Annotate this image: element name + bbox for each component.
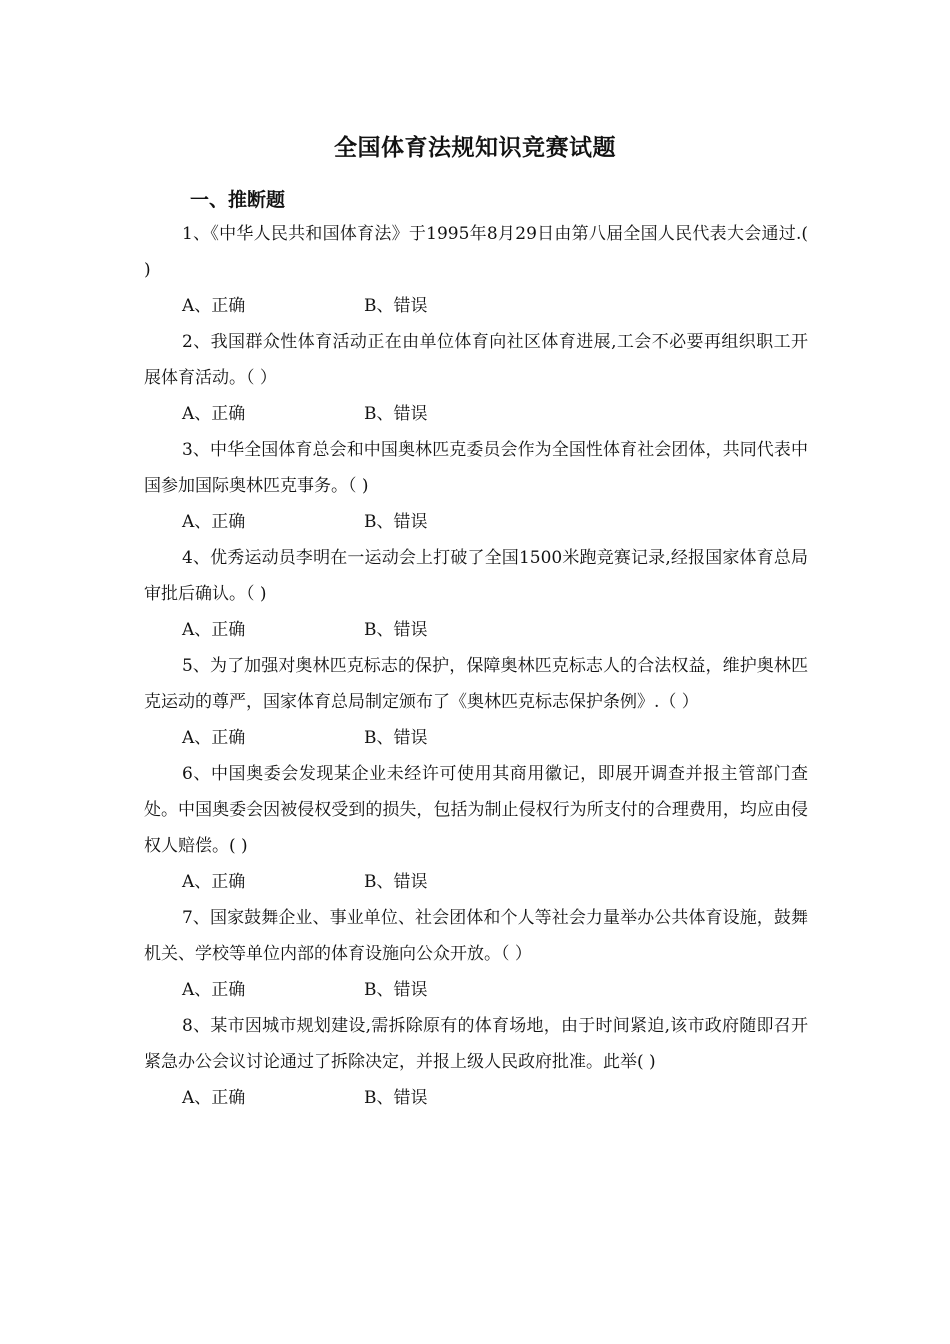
document-title: 全国体育法规知识竞赛试题	[334, 135, 616, 161]
option-a: A、正确	[182, 728, 246, 748]
answer-options	[144, 396, 808, 432]
question-1	[144, 216, 808, 324]
answer-options	[144, 972, 808, 1008]
question-text: 7、国家鼓舞企业、事业单位、社会团体和个人等社会力量举办公共体育设施，鼓舞机关、学校等单位内部的体育设施向公众开放。（ ）	[144, 908, 808, 964]
question-7	[144, 900, 808, 1008]
question-text: 8、某市因城市规划建设,需拆除原有的体育场地，由于时间紧迫,该市政府随即召开紧急办公会议讨论通过了拆除决定，并报上级人民政府批准。此举( )	[144, 1016, 808, 1072]
option-a: A、正确	[182, 980, 246, 1000]
answer-options	[144, 720, 808, 756]
option-a: A、正确	[182, 872, 246, 892]
question-list	[144, 216, 808, 1116]
question-text: 2、我国群众性体育活动正在由单位体育向社区体育进展,工会不必要再组织职工开展体育活动。（ ）	[144, 332, 808, 388]
question-3	[144, 432, 808, 540]
option-b: B、错误	[364, 1088, 428, 1108]
option-b: B、错误	[364, 512, 428, 532]
question-text: 6、中国奥委会发现某企业未经许可使用其商用徽记，即展开调查并报主管部门查处。中国奥委会因被侵权受到的损失，包括为制止侵权行为所支付的合理费用，均应由侵权人赔偿。( )	[144, 764, 808, 856]
question-4	[144, 540, 808, 648]
answer-options	[144, 1080, 808, 1116]
option-b: B、错误	[364, 728, 428, 748]
question-6	[144, 756, 808, 900]
answer-options	[144, 504, 808, 540]
question-text: 1、《中华人民共和国体育法》于1995年8月29日由第八届全国人民代表大会通过.( )	[144, 224, 808, 280]
question-text: 4、优秀运动员李明在一运动会上打破了全国1500米跑竞赛记录,经报国家体育总局审批后确认。（ )	[144, 548, 808, 604]
option-a: A、正确	[182, 296, 246, 316]
question-2	[144, 324, 808, 432]
option-a: A、正确	[182, 620, 246, 640]
option-b: B、错误	[364, 296, 428, 316]
answer-options	[144, 864, 808, 900]
option-a: A、正确	[182, 404, 246, 424]
question-8	[144, 1008, 808, 1116]
option-a: A、正确	[182, 512, 246, 532]
question-text: 3、中华全国体育总会和中国奥林匹克委员会作为全国性体育社会团体，共同代表中国参加国际奥林匹克事务。（ )	[144, 440, 808, 496]
option-b: B、错误	[364, 404, 428, 424]
question-text: 5、为了加强对奥林匹克标志的保护，保障奥林匹克标志人的合法权益，维护奥林匹克运动的尊严，国家体育总局制定颁布了《奥林匹克标志保护条例》.（ ）	[144, 656, 808, 712]
section-heading: 一、推断题	[190, 189, 286, 211]
option-b: B、错误	[364, 620, 428, 640]
option-b: B、错误	[364, 872, 428, 892]
question-5	[144, 648, 808, 756]
answer-options	[144, 612, 808, 648]
option-a: A、正确	[182, 1088, 246, 1108]
answer-options	[144, 288, 808, 324]
option-b: B、错误	[364, 980, 428, 1000]
